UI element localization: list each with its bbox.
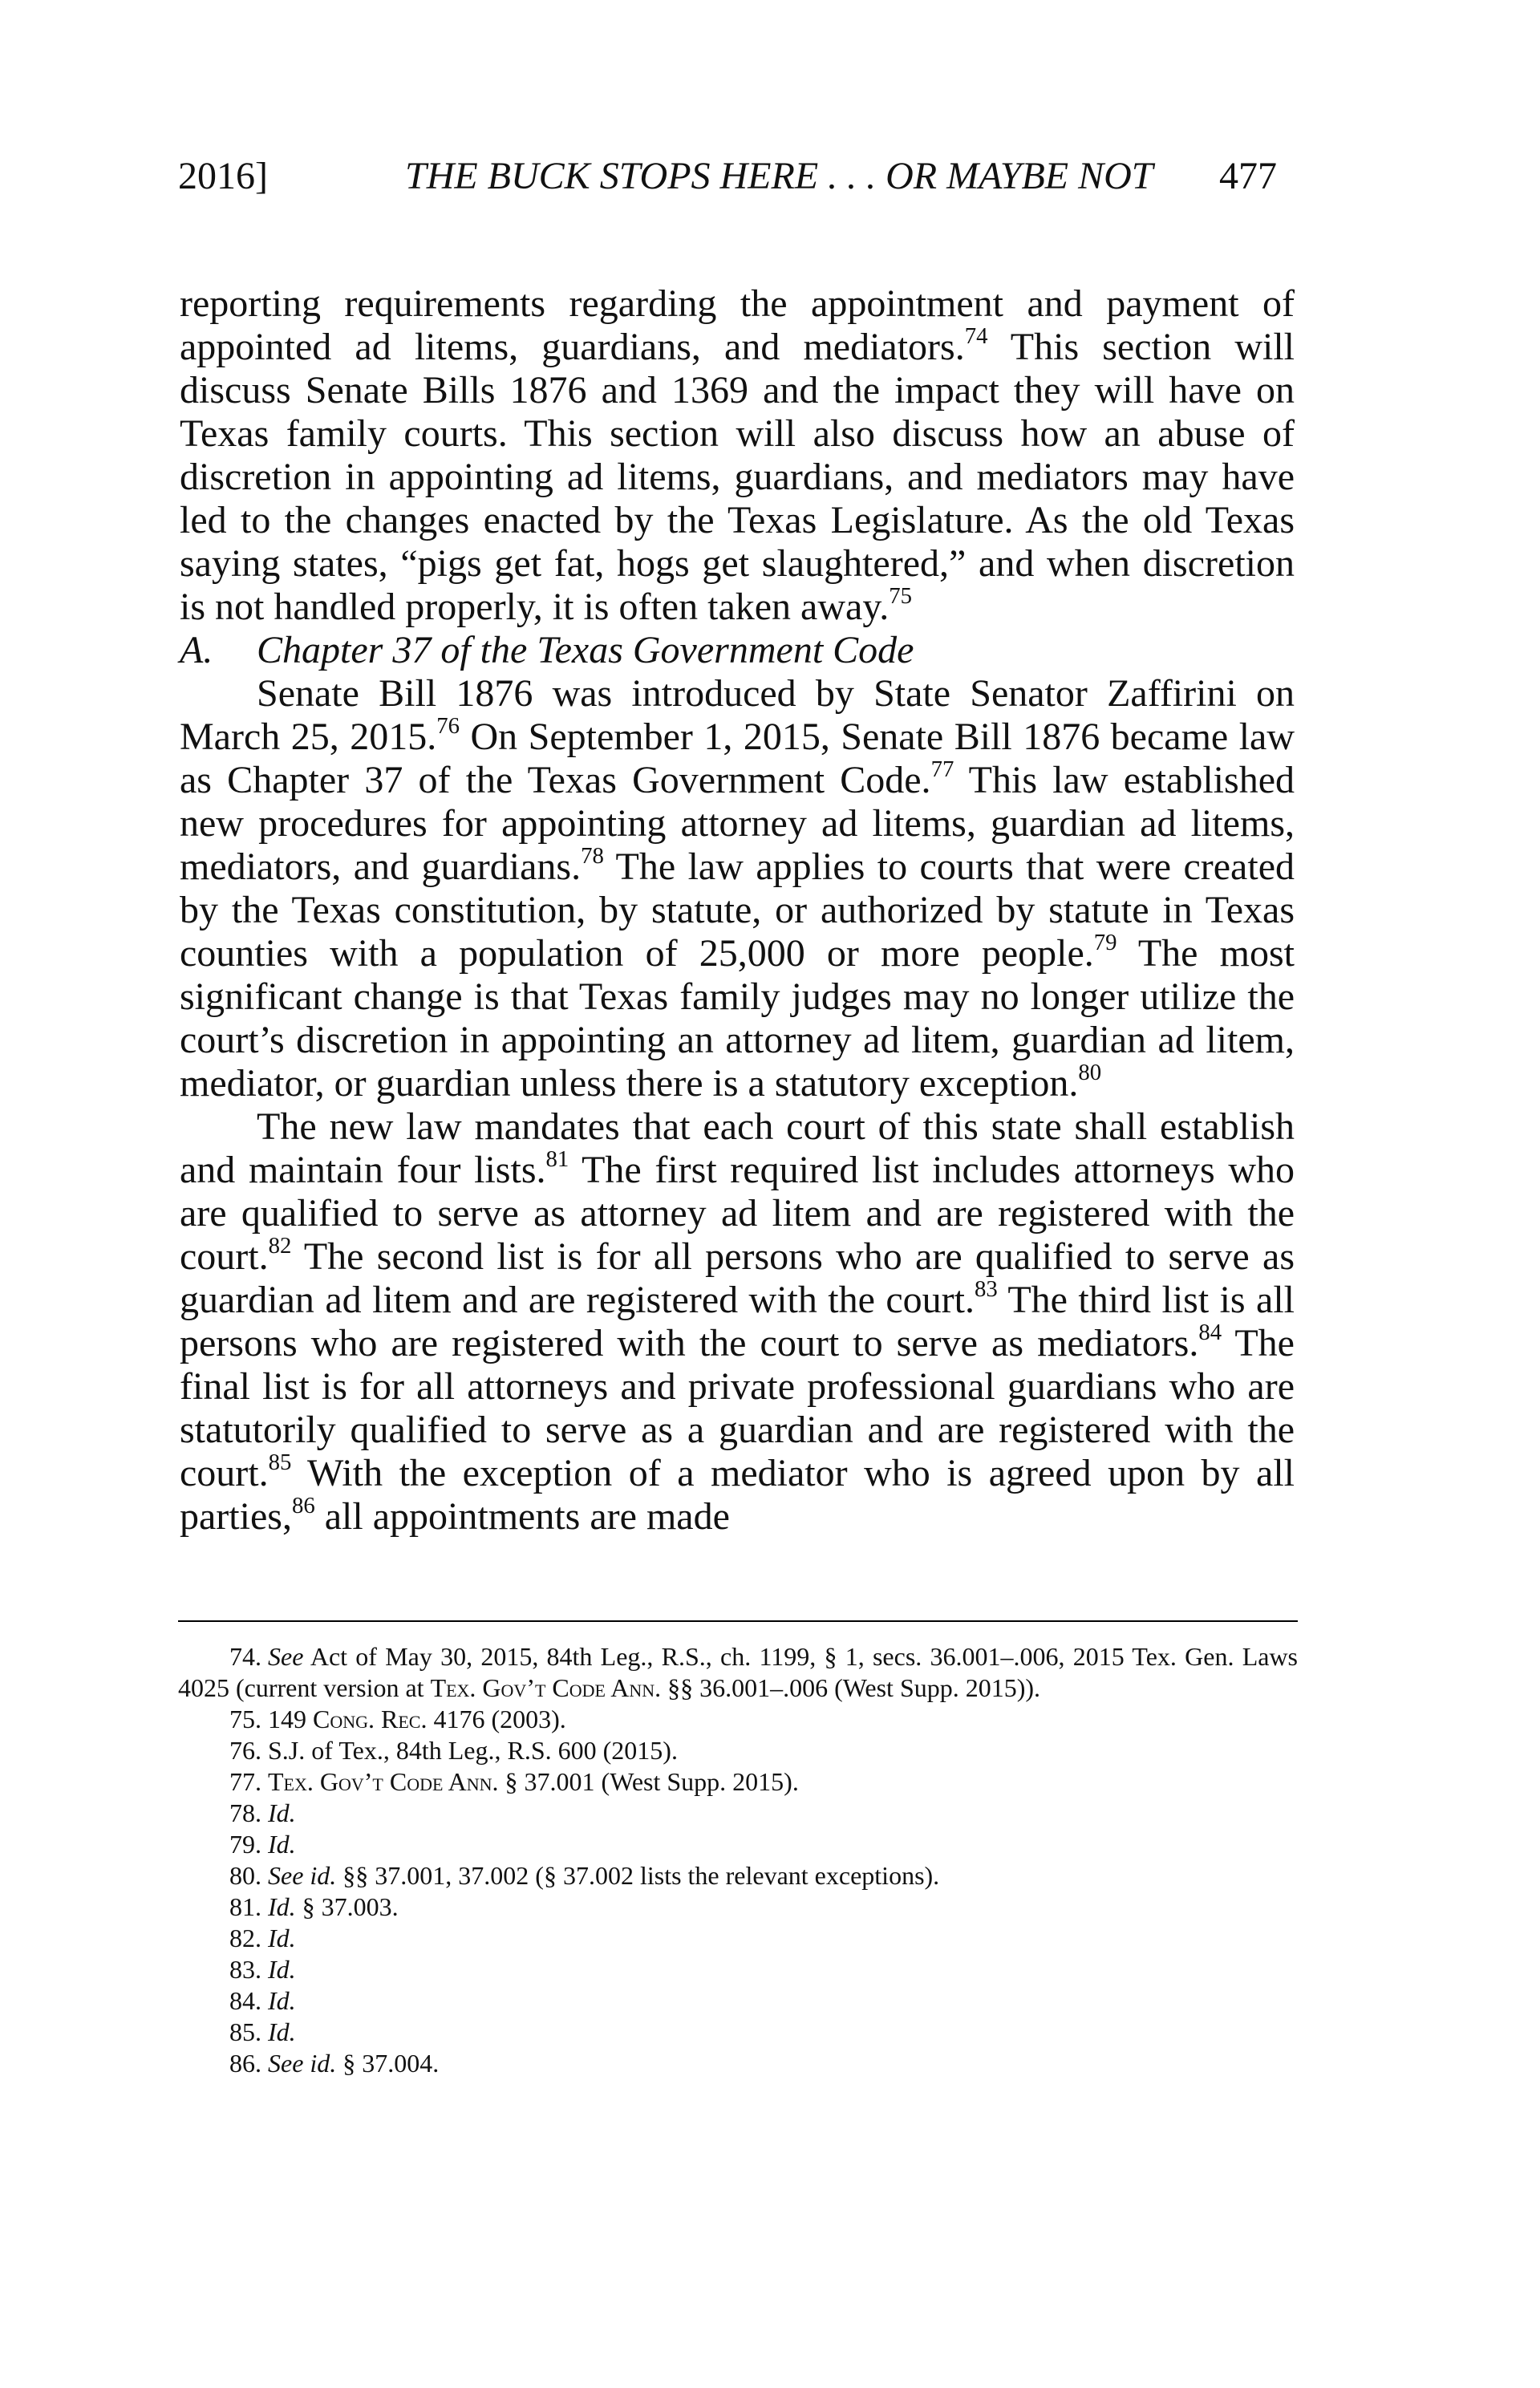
footnote-number: 75.	[229, 1705, 261, 1733]
footnote-ref: 77	[930, 756, 954, 783]
text-run: The third list is all persons who are registered with the court to serve as mediators.	[180, 1279, 1295, 1364]
footnote-75	[178, 1704, 1298, 1735]
footnote-number: 84.	[229, 1986, 261, 2015]
text-run: The first required list includes attorneys who are qualified to serve as attorney ad litem and are registered with the court.	[180, 1149, 1295, 1278]
text-run: With the exception of a mediator who is agreed upon by all parties,	[180, 1452, 1295, 1538]
footnote-81	[178, 1891, 1298, 1923]
paragraph-1	[180, 282, 1295, 629]
footnote-ref: 80	[1078, 1060, 1102, 1086]
text-run: This law established new procedures for appointing attorney ad litems, guardian ad litems, mediators, and guardians.	[180, 759, 1295, 888]
footnote-80	[178, 1860, 1298, 1891]
footnote-number: 74.	[229, 1642, 261, 1671]
footnote-number: 77.	[229, 1767, 261, 1796]
signal: Id.	[268, 2017, 296, 2046]
section-letter: A.	[180, 629, 213, 671]
paragraph-2	[180, 672, 1295, 1105]
text-run: The new law mandates that each court of this state shall establish and maintain four lists.	[180, 1105, 1295, 1191]
footnote-ref: 83	[975, 1276, 998, 1303]
text-run: Senate Bill 1876 was introduced by State Senator Zaffirini on March 25, 2015.	[180, 672, 1295, 758]
footnote-83	[178, 1954, 1298, 1985]
signal: Id.	[268, 1924, 296, 1952]
citation-text: § 37.004.	[336, 2049, 440, 2078]
signal: Id.	[268, 1955, 296, 1984]
paragraph-3	[180, 1105, 1295, 1539]
footnote-number: 86.	[229, 2049, 261, 2078]
footnote-ref: 86	[291, 1493, 315, 1519]
text-run: The most significant change is that Texas family judges may no longer utilize the court’s discretion in appointing an attorney ad litem, guardian ad litem, mediator, or guardian unless there is a statutory exception.	[180, 932, 1295, 1105]
signal: Id.	[268, 1986, 296, 2015]
header-year: 2016]	[178, 155, 268, 197]
footnote-82	[178, 1923, 1298, 1954]
citation-source: Tex. Gov’t Code Ann.	[430, 1673, 662, 1702]
footnote-74	[178, 1641, 1298, 1704]
footnote-number: 81.	[229, 1892, 261, 1921]
citation-text: §§ 37.001, 37.002 (§ 37.002 lists the relevant exceptions).	[336, 1861, 940, 1890]
footnote-77	[178, 1766, 1298, 1798]
citation-text: S.J. of Tex., 84th Leg., R.S. 600 (2015).	[268, 1736, 678, 1765]
citation-text: 149	[268, 1705, 313, 1733]
signal: Id.	[268, 1830, 296, 1859]
footnote-76	[178, 1735, 1298, 1766]
citation-text: Act of May 30, 2015, 84th Leg., R.S., ch. 1199, § 1, secs. 36.001–.006, 2015 Tex. Gen. Laws 4025 (current version at	[178, 1642, 1298, 1702]
citation-source: Tex. Gov’t Code Ann.	[268, 1767, 499, 1796]
footnote-number: 82.	[229, 1924, 261, 1952]
footnote-ref: 78	[581, 843, 604, 870]
footnote-86	[178, 2048, 1298, 2079]
footnote-ref: 76	[436, 713, 460, 740]
signal: Id.	[268, 1798, 296, 1827]
text-run: This section will discuss Senate Bills 1876 and 1369 and the impact they will have on Texas family courts. This section will also discuss how an abuse of discretion in appointing ad litems, guardians, and mediators may have led to the changes enacted by the Texas Legislature. As the old Texas saying states, “pigs get fat, hogs get slaughtered,” and when discretion is not handled properly, it is often taken away.	[180, 326, 1295, 628]
footnote-84	[178, 1985, 1298, 2017]
footnote-number: 76.	[229, 1736, 261, 1765]
footnote-79	[178, 1829, 1298, 1860]
footnote-78	[178, 1798, 1298, 1829]
footnote-ref: 84	[1198, 1320, 1222, 1346]
page-number: 477	[1219, 155, 1277, 197]
header-running-title: THE BUCK STOPS HERE . . . OR MAYBE NOT	[405, 155, 1153, 197]
footnote-number: 78.	[229, 1798, 261, 1827]
citation-text: 4176 (2003).	[427, 1705, 566, 1733]
citation-text: § 37.003.	[295, 1892, 399, 1921]
footnote-ref: 82	[268, 1233, 292, 1259]
citation-text: §§ 36.001–.006 (West Supp. 2015)).	[661, 1673, 1041, 1702]
footnote-85	[178, 2017, 1298, 2048]
footnotes	[178, 1641, 1298, 2079]
text-run: The second list is for all persons who are qualified to serve as guardian ad litem and are registered with the court.	[180, 1235, 1295, 1321]
footnote-ref: 79	[1093, 930, 1117, 956]
body-text	[180, 282, 1295, 1539]
footnote-number: 83.	[229, 1955, 261, 1984]
text-run: The law applies to courts that were created by the Texas constitution, by statute, or authorized by statute in Texas counties with a population of 25,000 or more people.	[180, 845, 1295, 975]
footnote-number: 85.	[229, 2017, 261, 2046]
text-run: The final list is for all attorneys and private professional guardians who are statutorily qualified to serve as a guardian and are registered with the court.	[180, 1322, 1295, 1494]
section-title: Chapter 37 of the Texas Government Code	[257, 629, 914, 671]
signal: See id.	[268, 2049, 337, 2078]
footnote-divider	[178, 1620, 1298, 1622]
footnote-ref: 75	[889, 583, 912, 610]
section-heading	[180, 629, 1295, 672]
signal: See id.	[268, 1861, 337, 1890]
footnote-ref: 74	[964, 323, 988, 350]
footnote-number: 79.	[229, 1830, 261, 1859]
footnote-ref: 85	[268, 1449, 292, 1476]
text-run: all appointments are made	[314, 1495, 730, 1538]
signal: Id.	[268, 1892, 296, 1921]
citation-text: § 37.001 (West Supp. 2015).	[498, 1767, 799, 1796]
running-header	[0, 154, 1540, 210]
signal: See	[268, 1642, 304, 1671]
footnote-number: 80.	[229, 1861, 261, 1890]
citation-source: Cong. Rec.	[313, 1705, 428, 1733]
text-run: reporting requirements regarding the appointment and payment of appointed ad litems, guardians, and mediators.	[180, 282, 1295, 368]
footnote-ref: 81	[545, 1146, 569, 1173]
text-run: On September 1, 2015, Senate Bill 1876 became law as Chapter 37 of the Texas Government Code.	[180, 716, 1295, 801]
